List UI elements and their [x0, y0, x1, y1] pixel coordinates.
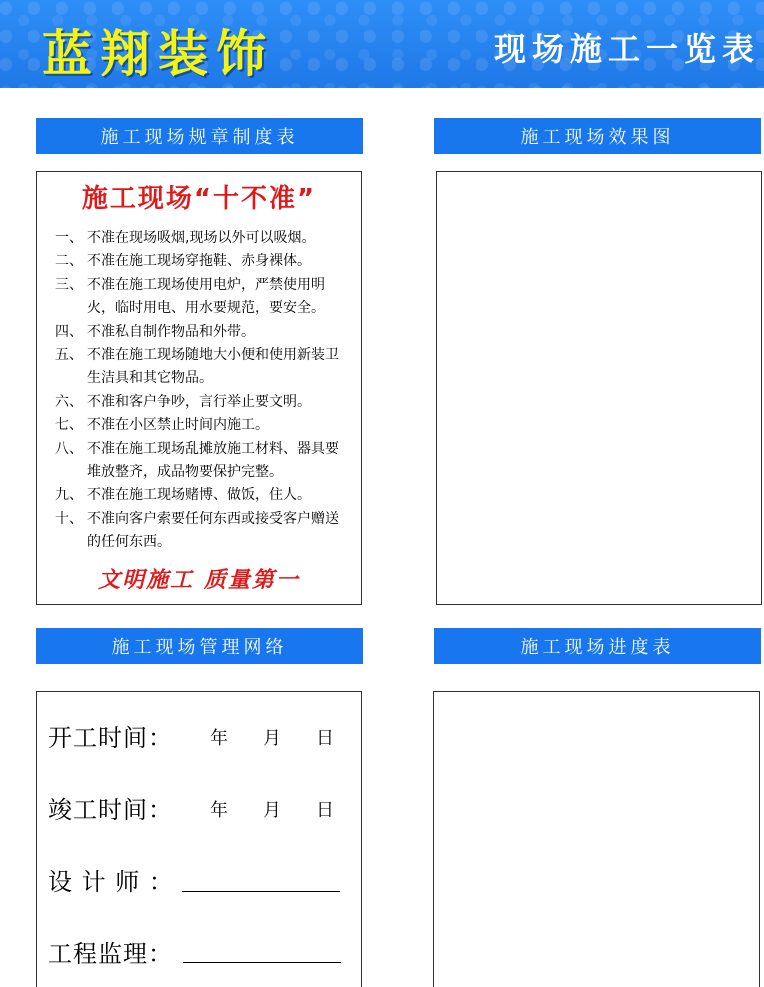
rule-item — [55, 344, 361, 391]
rule-text: 不准在施工现场赌博、做饭，住人。 — [87, 487, 311, 504]
rule-text: 不准私自制作物品和外带。 — [87, 323, 255, 340]
brand-logo-text: 蓝翔装饰 — [42, 24, 274, 83]
rule-item — [55, 227, 361, 250]
rule-text: 不准在施工现场使用电炉，严禁使用明火，临时用电、用水要规范，要安全。 — [87, 276, 325, 317]
rule-text: 不准向客户索要任何东西或接受客户赠送的任何东西。 — [87, 510, 339, 551]
end-day-unit: 日 — [316, 800, 334, 821]
rule-item — [55, 438, 361, 485]
start-date-row — [48, 718, 173, 753]
rule-item — [55, 484, 361, 507]
effect-image-panel — [436, 171, 762, 605]
supervisor-label: 工程监理： — [48, 940, 173, 968]
start-day-unit: 日 — [316, 728, 334, 749]
end-year-unit: 年 — [210, 800, 228, 821]
supervisor-row — [48, 934, 173, 969]
designer-fill-line — [182, 891, 340, 892]
rule-text: 不准在小区禁止时间内施工。 — [87, 417, 269, 434]
rule-text: 不准在施工现场随地大小便和使用新装卫生洁具和其它物品。 — [87, 347, 339, 387]
rule-number: 十、 — [55, 510, 83, 527]
rule-item — [55, 414, 361, 437]
section-header-rules: 施工现场规章制度表 — [36, 118, 363, 154]
rule-number: 二、 — [55, 253, 83, 270]
section-header-management: 施工现场管理网络 — [36, 628, 363, 664]
rule-number: 八、 — [55, 440, 83, 457]
rule-number: 四、 — [55, 323, 83, 340]
rule-number: 七、 — [55, 417, 83, 434]
section-header-effect: 施工现场效果图 — [434, 118, 761, 154]
end-month-unit: 月 — [263, 800, 281, 821]
rule-number: 三、 — [55, 276, 83, 293]
end-date-label: 竣工时间： — [48, 796, 173, 824]
rule-item — [55, 321, 361, 344]
section-header-progress: 施工现场进度表 — [434, 628, 761, 664]
rules-panel — [36, 171, 362, 605]
rule-item — [55, 391, 361, 414]
designer-row — [48, 862, 174, 897]
rule-text: 不准在施工现场乱摊放施工材料、器具要堆放整齐，成品物要保护完整。 — [87, 440, 339, 481]
supervisor-fill-line — [183, 962, 341, 963]
designer-label: 设 计 师 ： — [48, 868, 174, 896]
page-title: 现场施工一览表 — [493, 30, 760, 68]
rules-list — [55, 227, 361, 555]
rule-item — [55, 250, 361, 273]
rule-text: 不准在施工现场穿拖鞋、赤身裸体。 — [87, 253, 311, 270]
progress-panel — [433, 691, 760, 987]
rule-number: 五、 — [55, 347, 83, 364]
start-year-unit: 年 — [210, 728, 228, 749]
rule-item — [55, 508, 361, 555]
slogan: 文明施工 质量第一 — [98, 567, 300, 593]
rule-number: 一、 — [55, 230, 83, 246]
header-banner — [0, 0, 764, 88]
rule-text: 不准和客户争吵，言行举止要文明。 — [87, 393, 311, 410]
rule-number: 九、 — [55, 487, 83, 504]
management-panel — [36, 691, 362, 987]
rule-item — [55, 274, 361, 321]
start-month-unit: 月 — [263, 728, 281, 749]
rules-title: 施工现场“十不准” — [81, 184, 317, 214]
end-date-row — [48, 790, 173, 825]
start-date-label: 开工时间： — [48, 724, 173, 752]
rule-text: 不准在现场吸烟,现场以外可以吸烟。 — [87, 230, 316, 246]
rule-number: 六、 — [55, 393, 83, 410]
